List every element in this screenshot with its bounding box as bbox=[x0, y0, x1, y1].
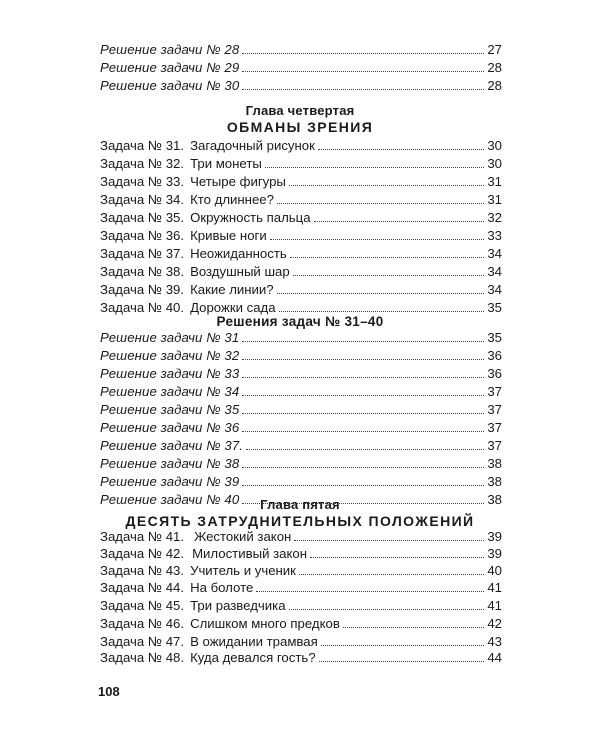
toc-entry-label bbox=[100, 192, 274, 208]
dot-leader bbox=[314, 221, 485, 222]
problem-number: Задача № 33. bbox=[100, 174, 185, 189]
problem-number: Задача № 32. bbox=[100, 156, 185, 171]
dot-leader bbox=[319, 661, 485, 662]
entry-prefix: Решение задачи № bbox=[100, 402, 225, 417]
toc-entry[interactable] bbox=[100, 614, 502, 632]
problem-title: Три монеты bbox=[190, 156, 262, 171]
toc-entry[interactable] bbox=[100, 436, 502, 454]
toc-entry[interactable] bbox=[100, 40, 502, 58]
page-ref: 37 bbox=[487, 420, 502, 435]
page-ref: 35 bbox=[487, 300, 502, 315]
toc-entry-label bbox=[100, 438, 243, 454]
page-ref: 36 bbox=[487, 348, 502, 363]
page-ref: 34 bbox=[487, 282, 502, 297]
entry-number: 31 bbox=[224, 330, 240, 345]
problem-title: Четыре фигуры bbox=[190, 174, 286, 189]
page-ref: 41 bbox=[487, 580, 502, 595]
problem-title: На болоте bbox=[190, 580, 254, 595]
toc-entry-label bbox=[100, 78, 239, 94]
page-ref: 34 bbox=[487, 246, 502, 261]
dot-leader bbox=[293, 275, 485, 276]
dot-leader bbox=[310, 557, 484, 558]
page-ref: 35 bbox=[487, 330, 502, 345]
page-ref: 39 bbox=[487, 546, 502, 561]
problem-title: Какие линии? bbox=[190, 282, 274, 297]
problem-number: Задача № 48. bbox=[100, 650, 185, 665]
toc-entry[interactable] bbox=[100, 454, 502, 472]
toc-entry-label bbox=[100, 650, 316, 666]
entry-number: 30 bbox=[224, 78, 240, 93]
toc-entry-label bbox=[100, 529, 291, 545]
toc-entry-label bbox=[100, 546, 307, 562]
toc-entry[interactable] bbox=[100, 346, 502, 364]
toc-entry[interactable] bbox=[100, 208, 502, 226]
toc-entry[interactable] bbox=[100, 400, 502, 418]
toc-entry-label bbox=[100, 138, 315, 154]
problem-title: Кривые ноги bbox=[190, 228, 267, 243]
entry-prefix: Решение задачи № bbox=[100, 42, 225, 57]
entry-prefix: Решение задачи № bbox=[100, 456, 225, 471]
toc-entry-label bbox=[100, 366, 239, 382]
problem-number: Задача № 35. bbox=[100, 210, 185, 225]
page-ref: 30 bbox=[487, 138, 502, 153]
toc-entry-label bbox=[100, 616, 340, 632]
entry-prefix: Решение задачи № bbox=[100, 78, 225, 93]
chapter-subtitle: ДЕСЯТЬ ЗАТРУДНИТЕЛЬНЫХ ПОЛОЖЕНИЙ bbox=[125, 513, 475, 529]
entry-prefix: Решение задачи № bbox=[100, 348, 225, 363]
page-ref: 42 bbox=[487, 616, 502, 631]
dot-leader bbox=[265, 167, 484, 168]
toc-entry-label bbox=[100, 210, 311, 226]
entry-number: 33 bbox=[224, 366, 240, 381]
page-ref: 37 bbox=[487, 438, 502, 453]
entry-number: 34 bbox=[224, 384, 240, 399]
dot-leader bbox=[279, 311, 485, 312]
dot-leader bbox=[246, 449, 484, 450]
toc-entry[interactable] bbox=[100, 76, 502, 94]
toc-entry[interactable] bbox=[100, 364, 502, 382]
dot-leader bbox=[242, 53, 484, 54]
dot-leader bbox=[277, 293, 485, 294]
page-ref: 41 bbox=[487, 598, 502, 613]
dot-leader bbox=[294, 540, 484, 541]
toc-entry-label bbox=[100, 228, 267, 244]
dot-leader bbox=[242, 71, 484, 72]
toc-entry-label bbox=[100, 60, 239, 76]
toc-entry[interactable] bbox=[100, 280, 502, 298]
problem-number: Задача № 36. bbox=[100, 228, 185, 243]
entry-prefix: Решение задачи № bbox=[100, 438, 225, 453]
dot-leader bbox=[343, 627, 484, 628]
dot-leader bbox=[299, 574, 484, 575]
entry-prefix: Решение задачи № bbox=[100, 420, 225, 435]
toc-entry-label bbox=[100, 474, 239, 490]
problem-number: Задача № 45. bbox=[100, 598, 185, 613]
page-ref: 44 bbox=[487, 650, 502, 665]
toc-entry[interactable] bbox=[100, 154, 502, 172]
page-ref: 28 bbox=[487, 78, 502, 93]
dot-leader bbox=[256, 591, 484, 592]
problem-number: Задача № 31. bbox=[100, 138, 185, 153]
toc-entry-label bbox=[100, 348, 239, 364]
problem-title: Воздушный шар bbox=[190, 264, 290, 279]
dot-leader bbox=[318, 149, 484, 150]
toc-entry[interactable] bbox=[100, 578, 502, 596]
toc-entry-label bbox=[100, 42, 239, 58]
toc-entry-label bbox=[100, 330, 239, 346]
entry-prefix: Решение задачи № bbox=[100, 60, 225, 75]
entry-prefix: Решение задачи № bbox=[100, 474, 225, 489]
toc-entry[interactable] bbox=[100, 328, 502, 346]
problem-number: Задача № 40. bbox=[100, 300, 185, 315]
chapter-subtitle: ОБМАНЫ ЗРЕНИЯ bbox=[226, 119, 374, 135]
entry-prefix: Решение задачи № bbox=[100, 384, 225, 399]
toc-entry[interactable] bbox=[100, 648, 502, 666]
page-ref: 31 bbox=[487, 174, 502, 189]
chapter-title: Глава четвертая bbox=[245, 103, 355, 118]
toc-entry[interactable] bbox=[100, 190, 502, 208]
problem-title: Жестокий закон bbox=[194, 529, 292, 544]
problem-title: Куда девался гость? bbox=[190, 650, 316, 665]
problem-title: Дорожки сада bbox=[190, 300, 276, 315]
problem-number: Задача № 42. bbox=[100, 546, 185, 561]
problem-title: Милостивый закон bbox=[192, 546, 308, 561]
problem-number: Задача № 39. bbox=[100, 282, 185, 297]
toc-entry[interactable] bbox=[100, 382, 502, 400]
toc-entry[interactable] bbox=[100, 561, 502, 579]
toc-entry[interactable] bbox=[100, 596, 502, 614]
toc-entry[interactable] bbox=[100, 262, 502, 280]
toc-entry-label bbox=[100, 174, 286, 190]
entry-number: 38 bbox=[224, 456, 240, 471]
toc-entry-label bbox=[100, 264, 290, 280]
toc-entry[interactable] bbox=[100, 136, 502, 154]
entry-number: 28 bbox=[224, 42, 240, 57]
entry-number: 40 bbox=[224, 492, 240, 507]
dot-leader bbox=[277, 203, 484, 204]
page-ref: 28 bbox=[487, 60, 502, 75]
section-heading: Решения задач № 31–40 bbox=[216, 314, 384, 329]
page-ref: 39 bbox=[487, 529, 502, 544]
problem-title: В ожидании трамвая bbox=[190, 634, 318, 649]
page-ref: 40 bbox=[487, 563, 502, 578]
page-ref: 32 bbox=[487, 210, 502, 225]
dot-leader bbox=[242, 359, 484, 360]
chapter-title: Глава пятая bbox=[260, 497, 340, 512]
toc-entry-label bbox=[100, 456, 239, 472]
problem-number: Задача № 43. bbox=[100, 563, 185, 578]
dot-leader bbox=[289, 609, 485, 610]
toc-entry[interactable] bbox=[100, 244, 502, 262]
page-ref: 33 bbox=[487, 228, 502, 243]
entry-prefix: Решение задачи № bbox=[100, 492, 225, 507]
problem-number: Задача № 44. bbox=[100, 580, 185, 595]
toc-entry[interactable] bbox=[100, 418, 502, 436]
dot-leader bbox=[242, 413, 484, 414]
entry-number: 29 bbox=[224, 60, 240, 75]
page-number: 108 bbox=[98, 684, 120, 699]
page-ref: 38 bbox=[487, 456, 502, 471]
toc-entry[interactable] bbox=[100, 58, 502, 76]
dot-leader bbox=[242, 341, 484, 342]
toc-entry-label bbox=[100, 282, 274, 298]
dot-leader bbox=[242, 395, 484, 396]
page-ref: 30 bbox=[487, 156, 502, 171]
toc-entry-label bbox=[100, 420, 239, 436]
toc-entry-label bbox=[100, 402, 239, 418]
entry-prefix: Решение задачи № bbox=[100, 366, 225, 381]
toc-entry[interactable] bbox=[100, 544, 502, 562]
page-ref: 38 bbox=[487, 492, 502, 507]
entry-number: 35 bbox=[224, 402, 240, 417]
toc-entry[interactable] bbox=[100, 527, 502, 545]
dot-leader bbox=[242, 89, 484, 90]
dot-leader bbox=[242, 467, 484, 468]
entry-prefix: Решение задачи № bbox=[100, 330, 225, 345]
toc-entry[interactable] bbox=[100, 472, 502, 490]
page-ref: 37 bbox=[487, 384, 502, 399]
page-ref: 34 bbox=[487, 264, 502, 279]
problem-number: Задача № 38. bbox=[100, 264, 185, 279]
problem-number: Задача № 37. bbox=[100, 246, 185, 261]
entry-number: 32 bbox=[224, 348, 240, 363]
problem-title: Кто длиннее? bbox=[190, 192, 274, 207]
problem-title: Слишком много предков bbox=[190, 616, 340, 631]
problem-title: Загадочный рисунок bbox=[190, 138, 315, 153]
problem-title: Окружность пальца bbox=[190, 210, 311, 225]
problem-number: Задача № 34. bbox=[100, 192, 185, 207]
toc-entry-label bbox=[100, 563, 296, 579]
page-ref: 36 bbox=[487, 366, 502, 381]
entry-number: 39 bbox=[224, 474, 240, 489]
entry-number: 37. bbox=[224, 438, 244, 453]
problem-title: Три разведчика bbox=[190, 598, 286, 613]
dot-leader bbox=[242, 377, 484, 378]
page-ref: 38 bbox=[487, 474, 502, 489]
page-ref: 31 bbox=[487, 192, 502, 207]
toc-entry[interactable] bbox=[100, 172, 502, 190]
dot-leader bbox=[321, 645, 485, 646]
dot-leader bbox=[290, 257, 485, 258]
entry-number: 36 bbox=[224, 420, 240, 435]
dot-leader bbox=[270, 239, 485, 240]
toc-entry-label bbox=[100, 156, 262, 172]
problem-title: Учитель и ученик bbox=[190, 563, 296, 578]
toc-entry[interactable] bbox=[100, 226, 502, 244]
problem-number: Задача № 47. bbox=[100, 634, 185, 649]
page-ref: 37 bbox=[487, 402, 502, 417]
toc-entry-label bbox=[100, 384, 239, 400]
toc-entry-label bbox=[100, 580, 253, 596]
problem-number: Задача № 41. bbox=[100, 529, 185, 544]
problem-title: Неожиданность bbox=[190, 246, 287, 261]
page-ref: 27 bbox=[487, 42, 502, 57]
page-ref: 43 bbox=[487, 634, 502, 649]
toc-entry-label bbox=[100, 598, 286, 614]
dot-leader bbox=[242, 431, 484, 432]
toc-entry-label bbox=[100, 246, 287, 262]
dot-leader bbox=[242, 485, 484, 486]
problem-number: Задача № 46. bbox=[100, 616, 185, 631]
dot-leader bbox=[289, 185, 484, 186]
